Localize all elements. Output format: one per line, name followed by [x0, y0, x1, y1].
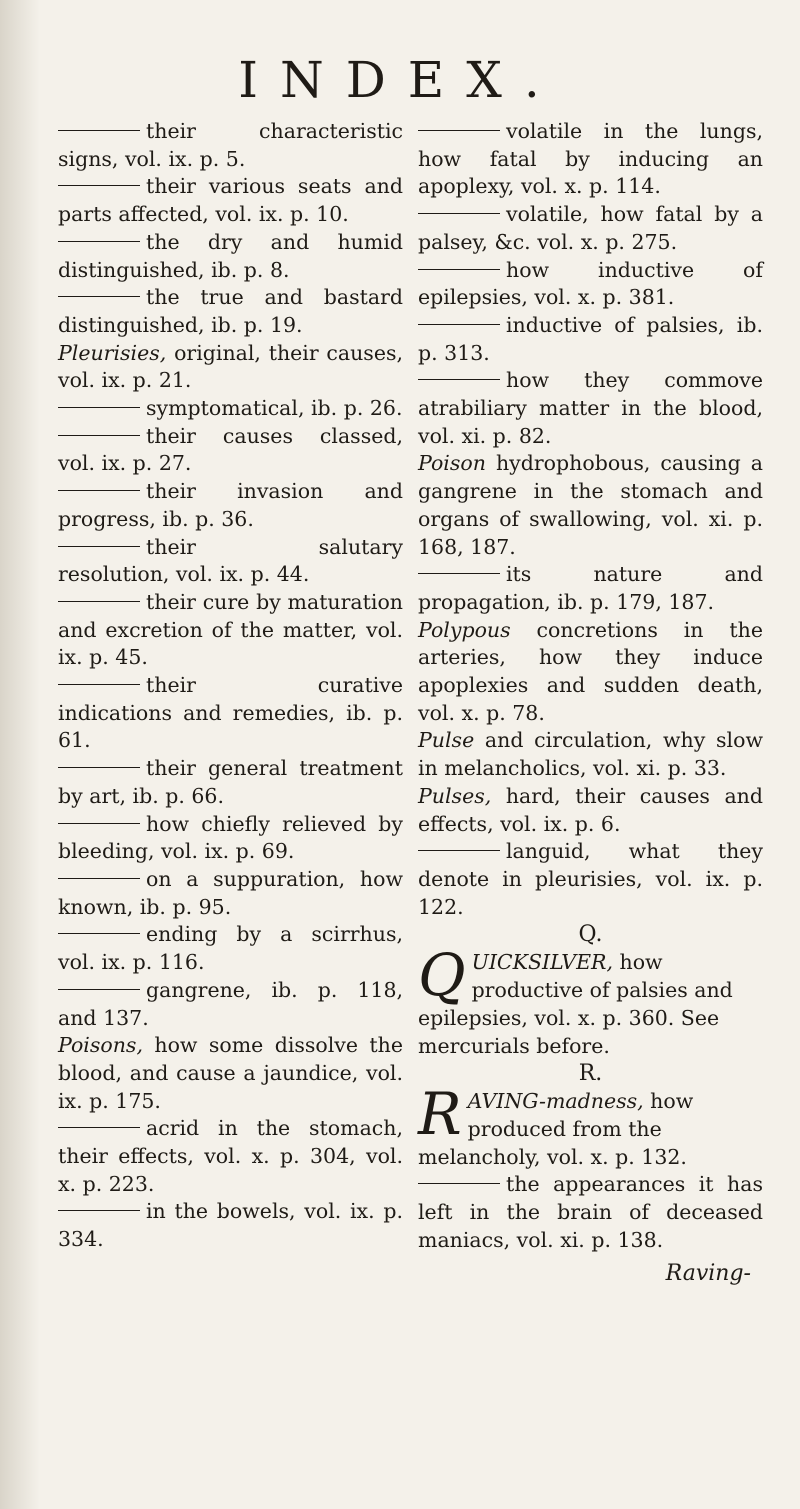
ditto-dash [58, 546, 140, 547]
entry-text: acrid in the stomach, their effects, vol. x. p. 304, vol. x. p. 223. [58, 1116, 403, 1196]
index-subentry [58, 1115, 403, 1198]
entry-text: how produced from the melancholy, vol. x. p. 132. [418, 1089, 694, 1169]
section-letter-r: R. [578, 1061, 603, 1087]
index-subentry [58, 977, 403, 1032]
index-entry [58, 340, 403, 395]
entry-text: on a suppuration, how known, ib. p. 95. [58, 866, 403, 919]
entry-term: Polypous [418, 617, 511, 642]
entry-text: its nature and propagation, ib. p. 179, 187. [418, 562, 763, 614]
index-subentry [58, 755, 403, 810]
index-subentry [58, 118, 403, 173]
catchword: Raving- [665, 1261, 751, 1287]
index-entry [418, 783, 763, 838]
entry-text: their various seats and parts affected, vol. ix. p. 10. [58, 174, 403, 227]
entry-text: languid, what they denote in pleurisies, vol. ix. p. 122. [418, 839, 763, 919]
entry-term: Poison [418, 451, 486, 476]
entry-text: volatile, how fatal by a palsey, &c. vol. x. p. 275. [418, 202, 763, 254]
entry-text: hydrophobous, causing a gangrene in the stomach and organs of swallowing, vol. xi. p. 168, 187. [418, 451, 763, 559]
ditto-dash [418, 1183, 500, 1184]
ditto-dash [418, 269, 500, 270]
index-entry-quicksilver [418, 941, 763, 1060]
dropcap-r: R [418, 1080, 462, 1149]
right-column [418, 118, 763, 1288]
entry-text: their salutary resolution, vol. ix. p. 44. [58, 534, 403, 587]
entry-text: their curative indications and remedies, ib. p. 61. [58, 673, 403, 753]
index-subentry [418, 201, 763, 256]
ditto-dash [58, 407, 140, 408]
entry-text: how chiefly relieved by bleeding, vol. ix. p. 69. [58, 811, 403, 864]
index-subentry [58, 672, 403, 755]
entry-term: UICKSILVER, [471, 950, 613, 975]
entry-text: ending by a scirrhus, vol. ix. p. 116. [58, 922, 403, 975]
ditto-dash [58, 241, 140, 242]
entry-text: their general treatment by art, ib. p. 66. [58, 756, 403, 808]
ditto-dash [418, 850, 500, 851]
entry-text: concretions in the arteries, how they induce apoplexies and sudden death, vol. x. p. 78. [418, 617, 763, 725]
ditto-dash [58, 435, 140, 436]
entry-text: original, their causes, vol. ix. p. 21. [58, 340, 403, 393]
entry-text: gangrene, ib. p. 118, and 137. [58, 977, 403, 1030]
ditto-dash [58, 823, 140, 824]
index-subentry [58, 534, 403, 589]
entry-text: how inductive of epilepsies, vol. x. p. 381. [418, 257, 763, 310]
entry-text: how productive of palsies and epilepsies, vol. x. p. 360. See mercurials before. [418, 950, 733, 1058]
entry-term: Pulses, [418, 783, 492, 808]
index-subentry [58, 866, 403, 921]
entry-text: the appearances it has left in the brain of deceased maniacs, vol. xi. p. 138. [418, 1172, 763, 1252]
ditto-dash [58, 878, 140, 879]
index-subentry [58, 284, 403, 339]
entry-text: how some dissolve the blood, and cause a jaundice, vol. ix. p. 175. [58, 1033, 403, 1113]
index-subentry [418, 561, 763, 616]
index-subentry [58, 173, 403, 228]
ditto-dash [58, 130, 140, 131]
index-subentry [58, 395, 403, 423]
index-entry [418, 450, 763, 561]
ditto-dash [58, 684, 140, 685]
entry-term: AVING-madness, [467, 1089, 644, 1114]
entry-text: their cure by maturation and excretion of the matter, vol. ix. p. 45. [58, 589, 403, 670]
index-subentry [58, 921, 403, 976]
index-subentry [58, 478, 403, 533]
section-letter-q: Q. [578, 922, 603, 948]
ditto-dash [418, 213, 500, 214]
entry-text: the dry and humid distinguished, ib. p. 8. [58, 229, 403, 282]
binding-shadow [0, 0, 40, 1509]
entry-term: Poisons, [58, 1033, 143, 1058]
entry-text: and circulation, why slow in melancholics, vol. xi. p. 33. [418, 728, 763, 781]
index-entry [418, 617, 763, 728]
ditto-dash [58, 767, 140, 768]
entry-term: Pulse [418, 728, 475, 753]
index-entry-raving-madness [418, 1080, 763, 1171]
entry-text: symptomatical, ib. p. 26. [146, 396, 403, 421]
ditto-dash [418, 324, 500, 325]
dropcap-q: Q [418, 941, 466, 1010]
ditto-dash [58, 1127, 140, 1128]
ditto-dash [58, 296, 140, 297]
index-subentry [58, 423, 403, 478]
index-subentry [418, 312, 763, 367]
ditto-dash [418, 379, 500, 380]
index-subentry [418, 367, 763, 450]
entry-term: Pleurisies, [58, 340, 167, 365]
index-subentry [58, 589, 403, 672]
entry-text: their invasion and progress, ib. p. 36. [58, 479, 403, 531]
index-subentry [58, 1198, 403, 1253]
index-entry [58, 1032, 403, 1115]
ditto-dash [58, 1210, 140, 1211]
ditto-dash [58, 989, 140, 990]
entry-text: their characteristic signs, vol. ix. p. 5. [58, 119, 403, 171]
entry-text: the true and bastard distinguished, ib. p. 19. [58, 285, 403, 337]
index-subentry [418, 257, 763, 312]
ditto-dash [58, 185, 140, 186]
index-subentry [58, 229, 403, 284]
ditto-dash [58, 601, 140, 602]
index-subentry [418, 1171, 763, 1254]
entry-text: hard, their causes and effects, vol. ix. p. 6. [418, 783, 763, 836]
index-subentry [418, 118, 763, 201]
index-entry [418, 727, 763, 782]
entry-text: how they commove atrabiliary matter in the blood, vol. xi. p. 82. [418, 368, 763, 448]
entry-text: volatile in the lungs, how fatal by inducing an apoplexy, vol. x. p. 114. [418, 119, 763, 199]
index-subentry [418, 838, 763, 921]
ditto-dash [58, 933, 140, 934]
index-subentry [58, 811, 403, 866]
page-title: INDEX. [238, 51, 562, 109]
ditto-dash [418, 573, 500, 574]
entry-text: their causes classed, vol. ix. p. 27. [58, 423, 403, 476]
entry-text: inductive of palsies, ib. p. 313. [418, 312, 763, 365]
ditto-dash [418, 130, 500, 131]
ditto-dash [58, 490, 140, 491]
entry-text: in the bowels, vol. ix. p. 334. [58, 1199, 403, 1252]
left-column [58, 118, 403, 1254]
right-column-entries [418, 118, 763, 921]
